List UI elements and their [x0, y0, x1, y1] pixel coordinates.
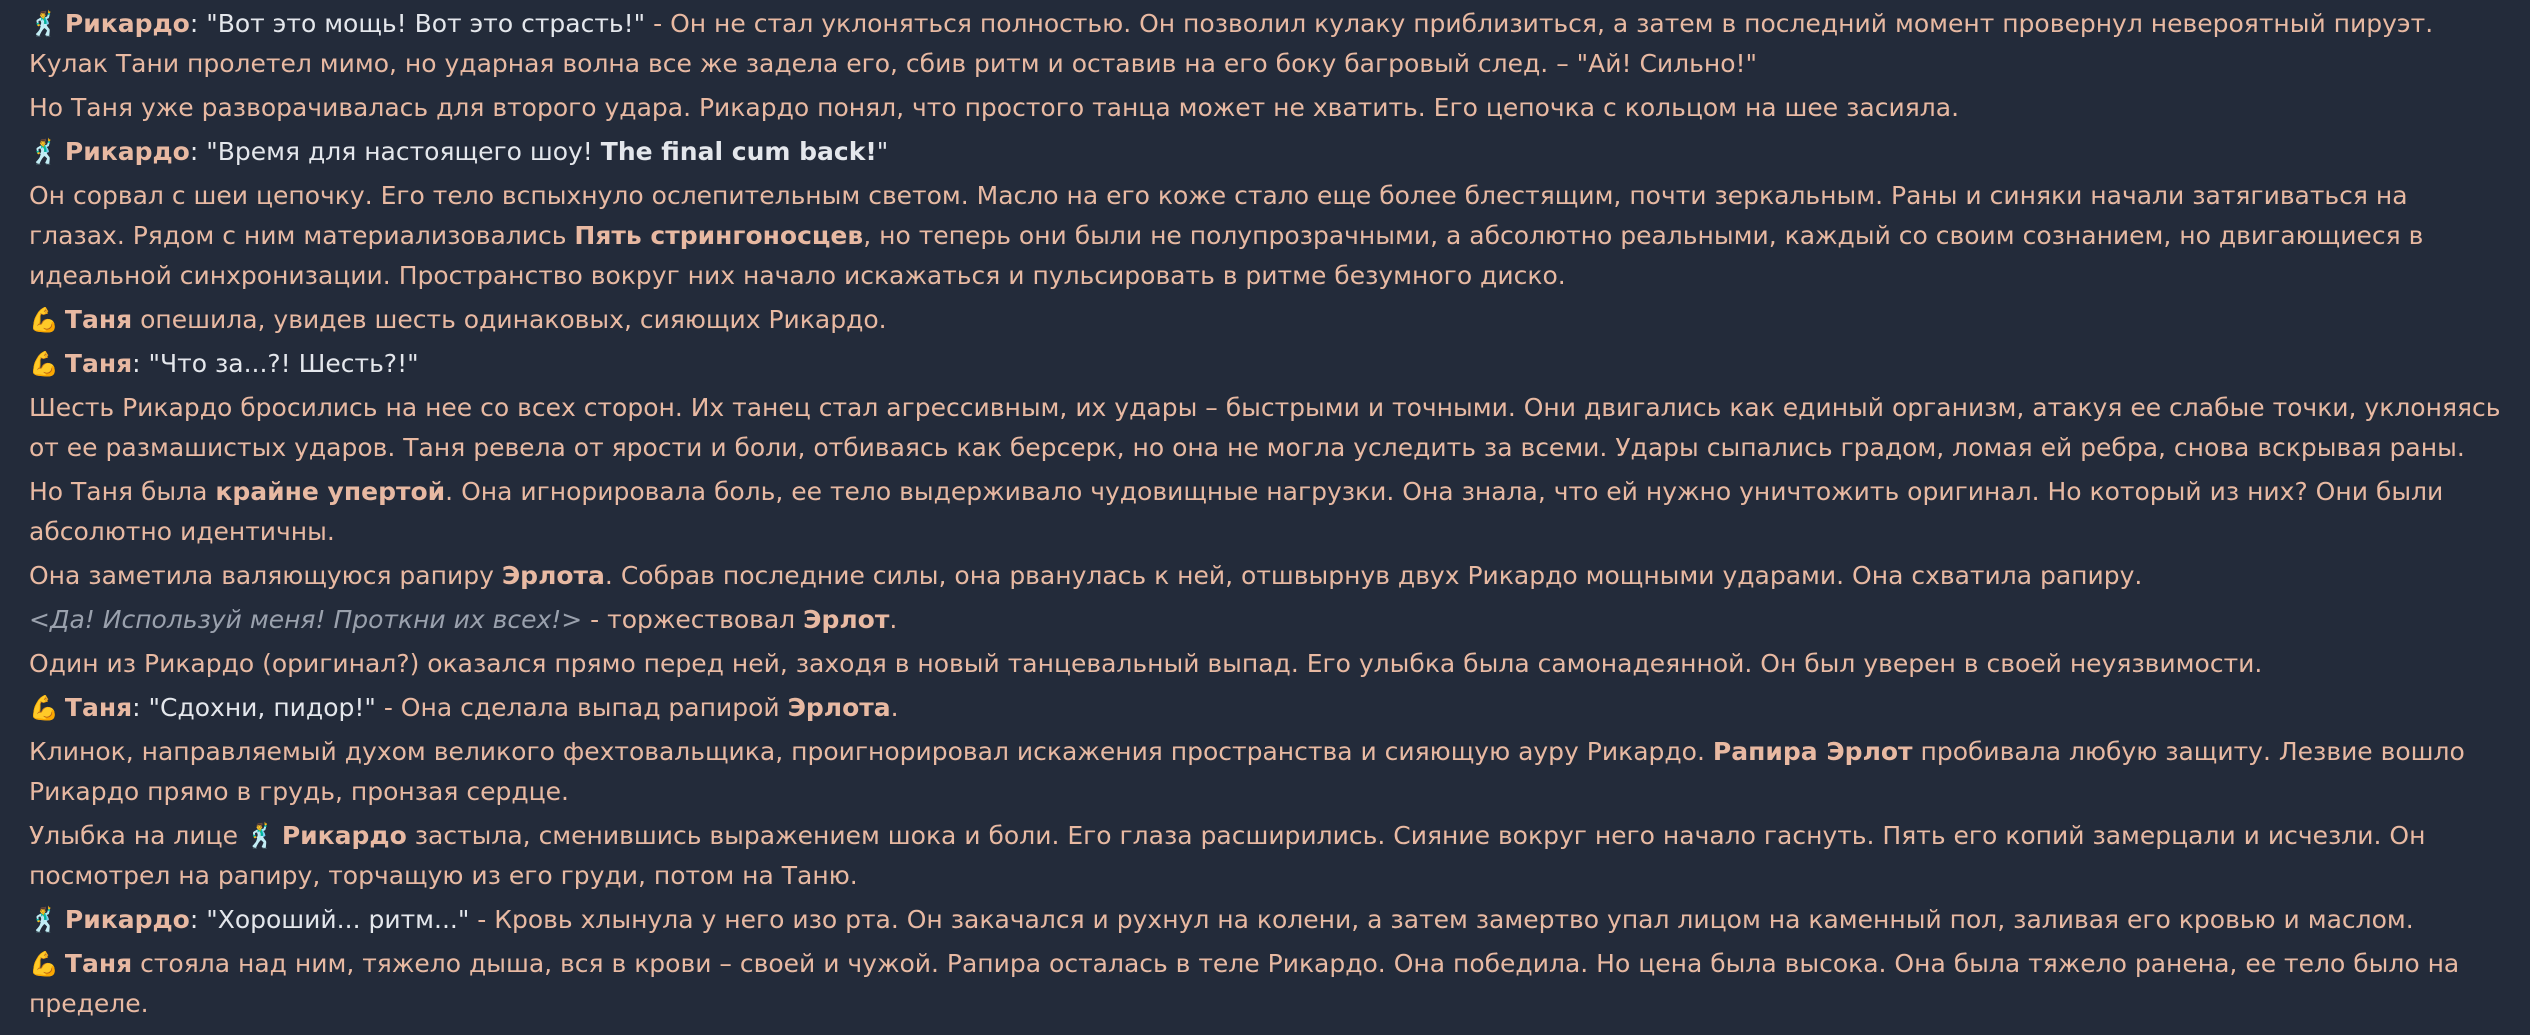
paragraph-text	[29, 9, 2433, 78]
narration-text: Он сорвал с шеи цепочку. Его тело вспыхнуло ослепительным светом. Масло на его коже стало еще более блестящим, почти зеркальным. Раны и синяки начали затягиваться на глазах. Рядом с ним материализовались	[29, 181, 2408, 250]
narration-text: Клинок, направляемый духом великого фехтовальщика, проигнорировал искажения пространства и сияющую ауру Рикардо.	[29, 737, 1713, 766]
flexed-biceps-emoji-icon: 💪	[29, 694, 59, 722]
narration-text: Но Таня уже разворачивалась для второго удара. Рикардо понял, что простого танца может не хватить. Его цепочка с кольцом на шее засияла.	[29, 93, 1960, 122]
paragraph-text	[29, 821, 2425, 890]
bold-name-text: крайне упертой	[215, 477, 446, 506]
dancer-emoji-icon: 🕺	[29, 138, 59, 166]
bold-name-text: Рикардо	[281, 821, 407, 850]
paragraph-text	[29, 477, 2443, 546]
narration-text: Один из Рикардо (оригинал?) оказался прямо перед ней, заходя в новый танцевальный выпад. Его улыбка была самонадеянной. Он был уверен в своей неуязвимости.	[29, 649, 2263, 678]
message-paragraph	[29, 0, 2509, 2]
bold-name-text: Таня	[64, 305, 133, 334]
dancer-emoji-icon: 🕺	[245, 822, 276, 850]
paragraph-text	[29, 393, 2501, 462]
dancer-emoji-icon: 🕺	[29, 10, 59, 38]
narration-text: - Она сделала выпад рапирой	[375, 693, 788, 722]
message-paragraph	[29, 344, 2509, 384]
paragraph-text	[29, 561, 2142, 590]
message-paragraph	[29, 556, 2509, 596]
bold-name-text: Эрлота	[501, 561, 605, 590]
bold-name-text: Таня	[64, 693, 133, 722]
chat-message-body	[29, 0, 2509, 1028]
bold-name-text: Таня	[64, 949, 133, 978]
paragraph-text	[29, 137, 888, 166]
narration-text: - Кровь хлынула у него изо рта. Он закачался и рухнул на колени, а затем замертво упал лицом на каменный пол, заливая его кровью и маслом.	[469, 905, 2414, 934]
dialogue-text: : "Сдохни, пидор!"	[132, 693, 376, 722]
paragraph-text	[29, 305, 887, 334]
message-paragraph	[29, 600, 2509, 640]
narration-text: - Он не стал уклоняться полностью. Он позволил кулаку приблизиться, а затем в последний момент провернул невероятный пируэт. Кулак Тани пролетел мимо, но ударная волна все же задела его, сбив ритм и оставив на его боку багровый след. – "Ай! Сильно!"	[29, 9, 2434, 78]
narration-text: Шесть Рикардо бросились на нее со всех сторон. Их танец стал агрессивным, их удары – быстрыми и точными. Они двигались как единый организм, атакуя ее слабые точки, уклоняясь от ее размашистых ударов. Таня ревела от ярости и боли, отбиваясь как берсерк, но она не могла уследить за всеми. Удары сыпались градом, ломая ей ребра, снова вскрывая раны.	[29, 393, 2501, 462]
dancer-emoji-icon: 🕺	[29, 906, 59, 934]
bold-name-text: Пять стрингоносцев	[574, 221, 864, 250]
dialogue-text: : "Хороший... ритм..."	[189, 905, 470, 934]
paragraph-text	[29, 605, 897, 634]
paragraph-text	[29, 181, 2423, 290]
narration-text: Улыбка на лице	[29, 821, 246, 850]
paragraph-text	[29, 349, 419, 378]
paragraph-text	[29, 649, 2262, 678]
bold-name-text: Рапира Эрлот	[1712, 737, 1913, 766]
narration-text: пробивала любую защиту. Лезвие вошло Рикардо прямо в грудь, пронзая сердце.	[29, 737, 2465, 806]
message-paragraph	[29, 388, 2509, 468]
message-paragraph	[29, 300, 2509, 340]
message-paragraph	[29, 688, 2509, 728]
message-paragraph	[29, 816, 2509, 896]
dialogue-text: : "Вот это мощь! Вот это страсть!"	[189, 9, 646, 38]
paragraph-text	[29, 693, 899, 722]
narration-text: . Она игнорировала боль, ее тело выдерживало чудовищные нагрузки. Она знала, что ей нужно уничтожить оригинал. Но который из них? Они были абсолютно идентичны.	[29, 477, 2444, 546]
narration-text: . Собрав последние силы, она рванулась к ней, отшвырнув двух Рикардо мощными ударами. Она схватила рапиру.	[604, 561, 2143, 590]
bold-name-text: Рикардо	[64, 137, 190, 166]
narration-text: опешила, увидев шесть одинаковых, сияющих Рикардо.	[132, 305, 887, 334]
message-paragraph	[29, 472, 2509, 552]
paragraph-text	[29, 737, 2465, 806]
message-paragraph	[29, 4, 2509, 84]
narration-text: , но теперь они были не полупрозрачными, а абсолютно реальными, каждый со своим сознанием, но двигающиеся в идеальной синхронизации. Пространство вокруг них начало искажаться и пульсировать в ритме безумного диско.	[29, 221, 2424, 290]
message-paragraph	[29, 88, 2509, 128]
dialogue-text: : "Время для настоящего шоу!	[189, 137, 601, 166]
narration-text: .	[890, 693, 899, 722]
flexed-biceps-emoji-icon: 💪	[29, 350, 59, 378]
narration-text: Но Таня была	[29, 477, 216, 506]
message-paragraph	[29, 644, 2509, 684]
paragraph-text	[29, 949, 2459, 1018]
bold-name-text: Рикардо	[64, 905, 190, 934]
bold-name-text: Эрлота	[787, 693, 891, 722]
message-paragraph	[29, 176, 2509, 296]
bold-name-text: Рикардо	[64, 9, 190, 38]
narration-text: - торжествовал	[582, 605, 804, 634]
flexed-biceps-emoji-icon: 💪	[29, 306, 59, 334]
narration-text: застыла, сменившись выражением шока и боли. Его глаза расширились. Сияние вокруг него начало гаснуть. Пять его копий замерцали и исчезли. Он посмотрел на рапиру, торчащую из его груди, потом на Таню.	[29, 821, 2426, 890]
message-paragraph	[29, 944, 2509, 1024]
dialogue-bold-text: The final cum back!	[600, 137, 877, 166]
dialogue-text: : "Что за...?! Шесть?!"	[132, 349, 419, 378]
dialogue-text: "	[876, 137, 889, 166]
paragraph-text	[29, 93, 1959, 122]
flexed-biceps-emoji-icon: 💪	[29, 950, 59, 978]
narration-text: Она заметила валяющуюся рапиру	[29, 561, 502, 590]
message-paragraph	[29, 900, 2509, 940]
narration-text: .	[889, 605, 898, 634]
narration-text: стояла над ним, тяжело дыша, вся в крови – своей и чужой. Рапира осталась в теле Рикардо. Она победила. Но цена была высока. Она была тяжело ранена, ее тело было на пределе.	[29, 949, 2460, 1018]
message-paragraph	[29, 132, 2509, 172]
italic-thought-text: <Да! Используй меня! Проткни их всех!>	[29, 605, 583, 634]
bold-name-text: Таня	[64, 349, 133, 378]
bold-name-text: Эрлот	[803, 605, 890, 634]
paragraph-text	[29, 905, 2414, 934]
message-paragraph	[29, 732, 2509, 812]
